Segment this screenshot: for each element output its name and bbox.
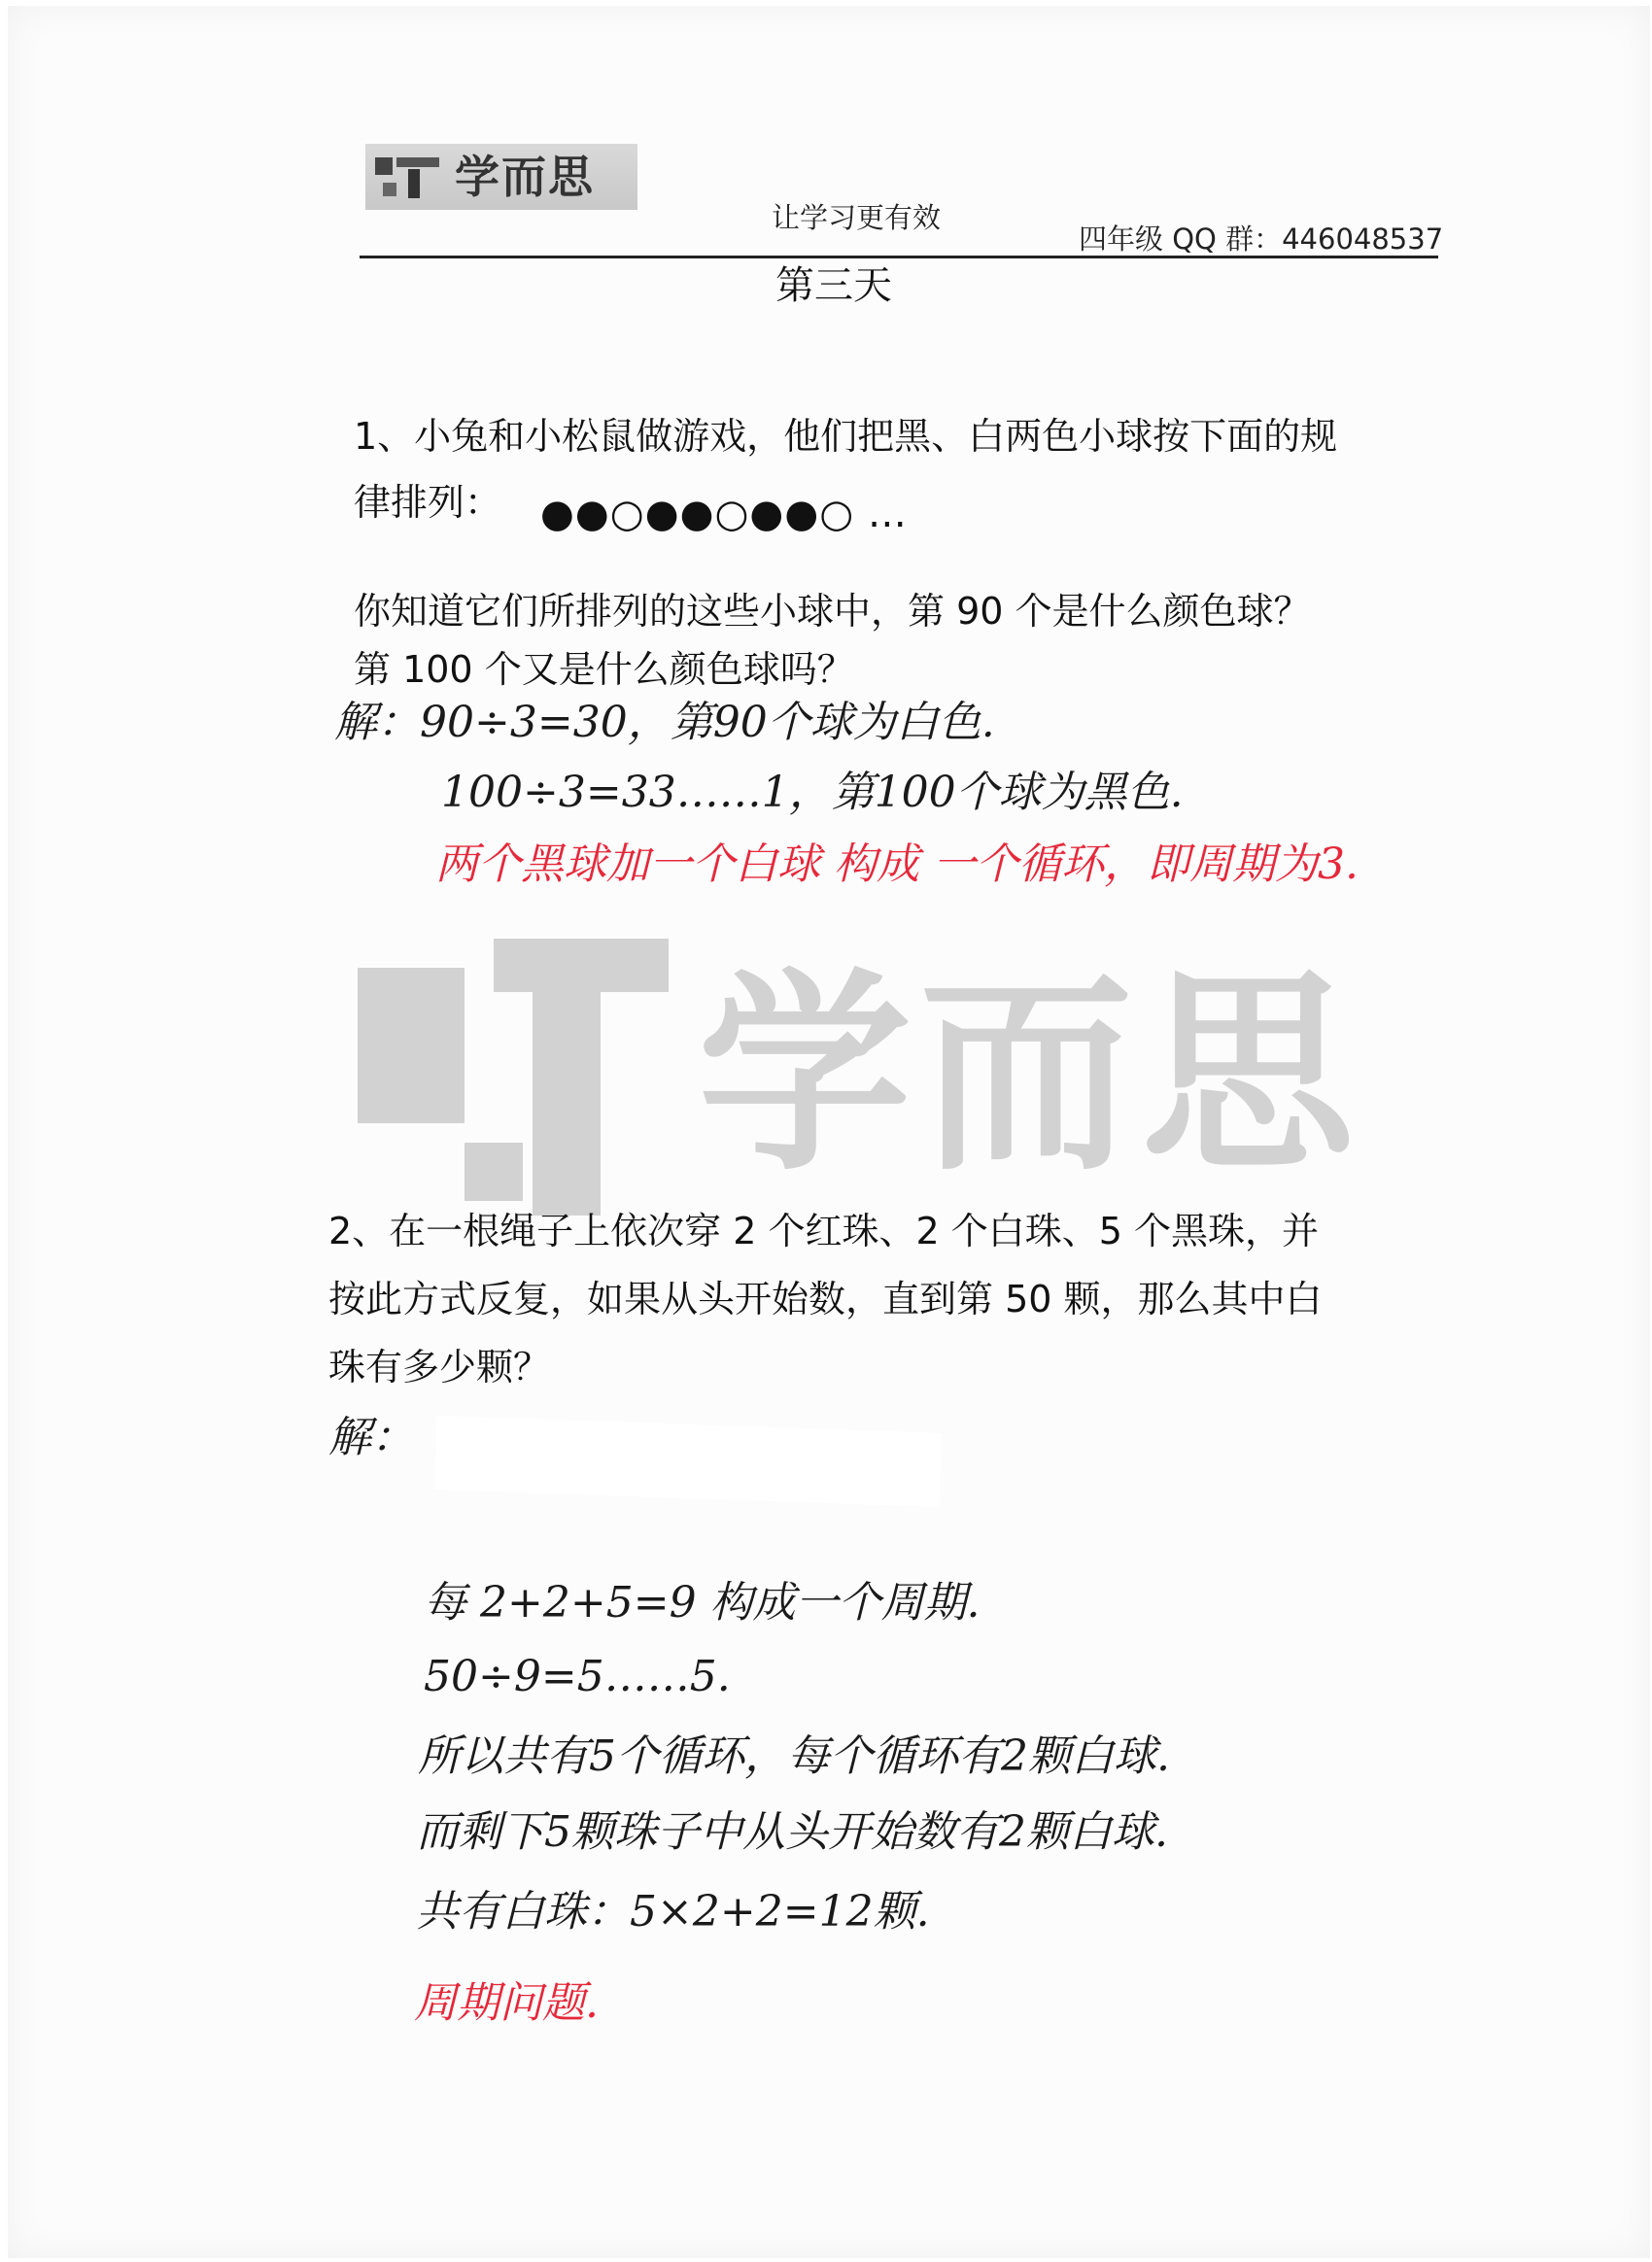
q2-solution-line-5: 共有白珠：5×2+2=12颗. [416, 1887, 930, 1936]
watermark [348, 939, 1417, 1220]
watermark-logo-icon [348, 939, 678, 1220]
q2-solution-line-3: 所以共有5个循环，每个循环有2颗白球. [418, 1731, 1170, 1781]
q1-teacher-note: 两个黑球加一个白球 构成 一个循环，即周期为3. [435, 840, 1359, 889]
brand-logo [365, 144, 637, 210]
qq-group-label: 四年级 QQ 群：446048537 [1079, 223, 1444, 256]
q2-solution-line-1: 每 2+2+5=9 构成一个周期. [424, 1578, 981, 1628]
watermark-text: 学而思 [698, 950, 1363, 1199]
q2-teacher-note: 周期问题. [414, 1978, 599, 2028]
q1-ball-pattern: ●●○●●○●●○ … [540, 492, 908, 536]
q1-text-line-4: 第 100 个又是什么颜色球吗？ [354, 648, 854, 691]
q2-text-line-2: 按此方式反复，如果从头开始数，直到第 50 颗，那么其中白 [328, 1278, 1323, 1320]
q2-solution-line-2: 50÷9=5……5. [424, 1652, 731, 1701]
slogan: 让学习更有效 [772, 201, 942, 234]
q2-text-line-3: 珠有多少颗？ [328, 1346, 551, 1388]
worksheet-page [8, 6, 1650, 2258]
q2-solution-label: 解： [328, 1413, 414, 1462]
q1-solution-line-1: 解：90÷3=30，第90个球为白色. [334, 698, 995, 747]
page-title: 第三天 [775, 263, 892, 308]
q1-text-line-3: 你知道它们所排列的这些小球中，第 90 个是什么颜色球？ [354, 590, 1311, 633]
q1-solution-line-2: 100÷3=33……1，第100个球为黑色. [441, 768, 1184, 817]
logo-text: 学而思 [455, 151, 595, 203]
correction-tape [434, 1416, 942, 1507]
q1-text-line-1: 1、小兔和小松鼠做游戏，他们把黑、白两色小球按下面的规 [354, 415, 1338, 458]
q2-solution-line-4: 而剩下5颗珠子中从头开始数有2颗白球. [416, 1807, 1168, 1857]
logo-mark-icon [365, 144, 447, 210]
q2-text-line-1: 2、在一根绳子上依次穿 2 个红珠、2 个白珠、5 个黑珠，并 [328, 1210, 1320, 1252]
q1-text-line-2: 律排列： [354, 481, 502, 524]
